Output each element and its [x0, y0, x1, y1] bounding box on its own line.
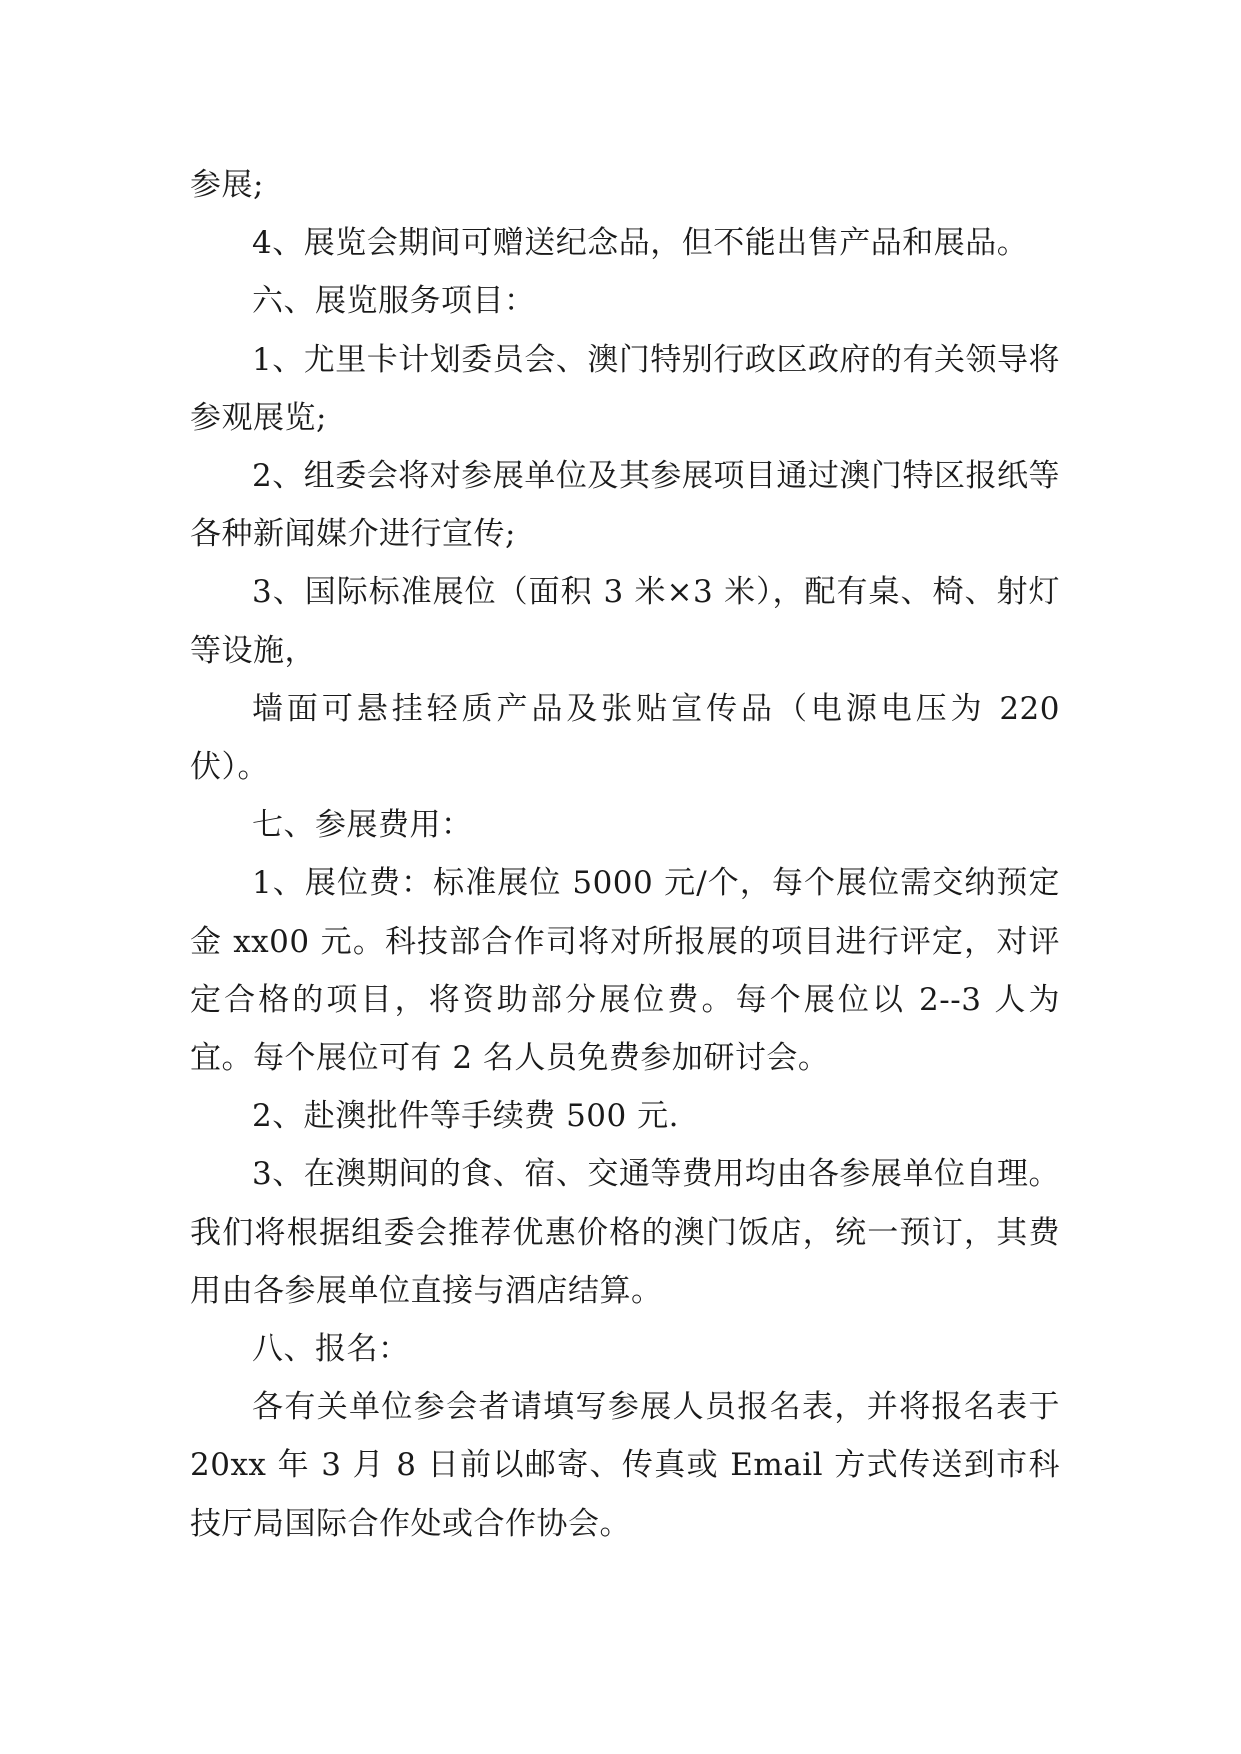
section-heading-fees: 七、参展费用：	[252, 807, 473, 844]
paragraph-item-4-gifts: 4、展览会期间可赠送纪念品，但不能出售产品和展品。	[252, 225, 1029, 262]
paragraph-service-3: 3、国际标准展位（面积 3 米×3 米），配有桌、椅、射灯等设施，	[190, 574, 1060, 669]
section-heading-registration: 八、报名：	[252, 1331, 410, 1368]
paragraph-registration: 各有关单位参会者请填写参展人员报名表，并将报名表于 20xx 年 3 月 8 日前以邮寄、传真或 Email 方式传送到市科技厅局国际合作处或合作协会。	[190, 1389, 1060, 1542]
paragraph-service-2: 2、组委会将对参展单位及其参展项目通过澳门特区报纸等各种新闻媒介进行宣传;	[190, 458, 1060, 553]
section-heading-services: 六、展览服务项目：	[252, 283, 536, 320]
paragraph-fee-2: 2、赴澳批件等手续费 500 元.	[252, 1098, 679, 1135]
paragraph-fee-3: 3、在澳期间的食、宿、交通等费用均由各参展单位自理。我们将根据组委会推荐优惠价格的澳门饭店，统一预订，其费用由各参展单位直接与酒店结算。	[190, 1156, 1060, 1309]
document-body	[190, 156, 1060, 1553]
paragraph-service-1: 1、尤里卡计划委员会、澳门特别行政区政府的有关领导将参观展览;	[190, 341, 1060, 436]
paragraph-service-3-wall: 墙面可悬挂轻质产品及张贴宣传品（电源电压为 220 伏）。	[190, 690, 1060, 786]
paragraph-continuation: 参展;	[190, 167, 264, 203]
paragraph-fee-1: 1、展位费：标准展位 5000 元/个，每个展位需交纳预定金 xx00 元。科技部合作司将对所报展的项目进行评定，对评定合格的项目，将资助部分展位费。每个展位以 2--3 人为宜。每个展位可有 2 名人员免费参加研讨会。	[190, 865, 1060, 1077]
